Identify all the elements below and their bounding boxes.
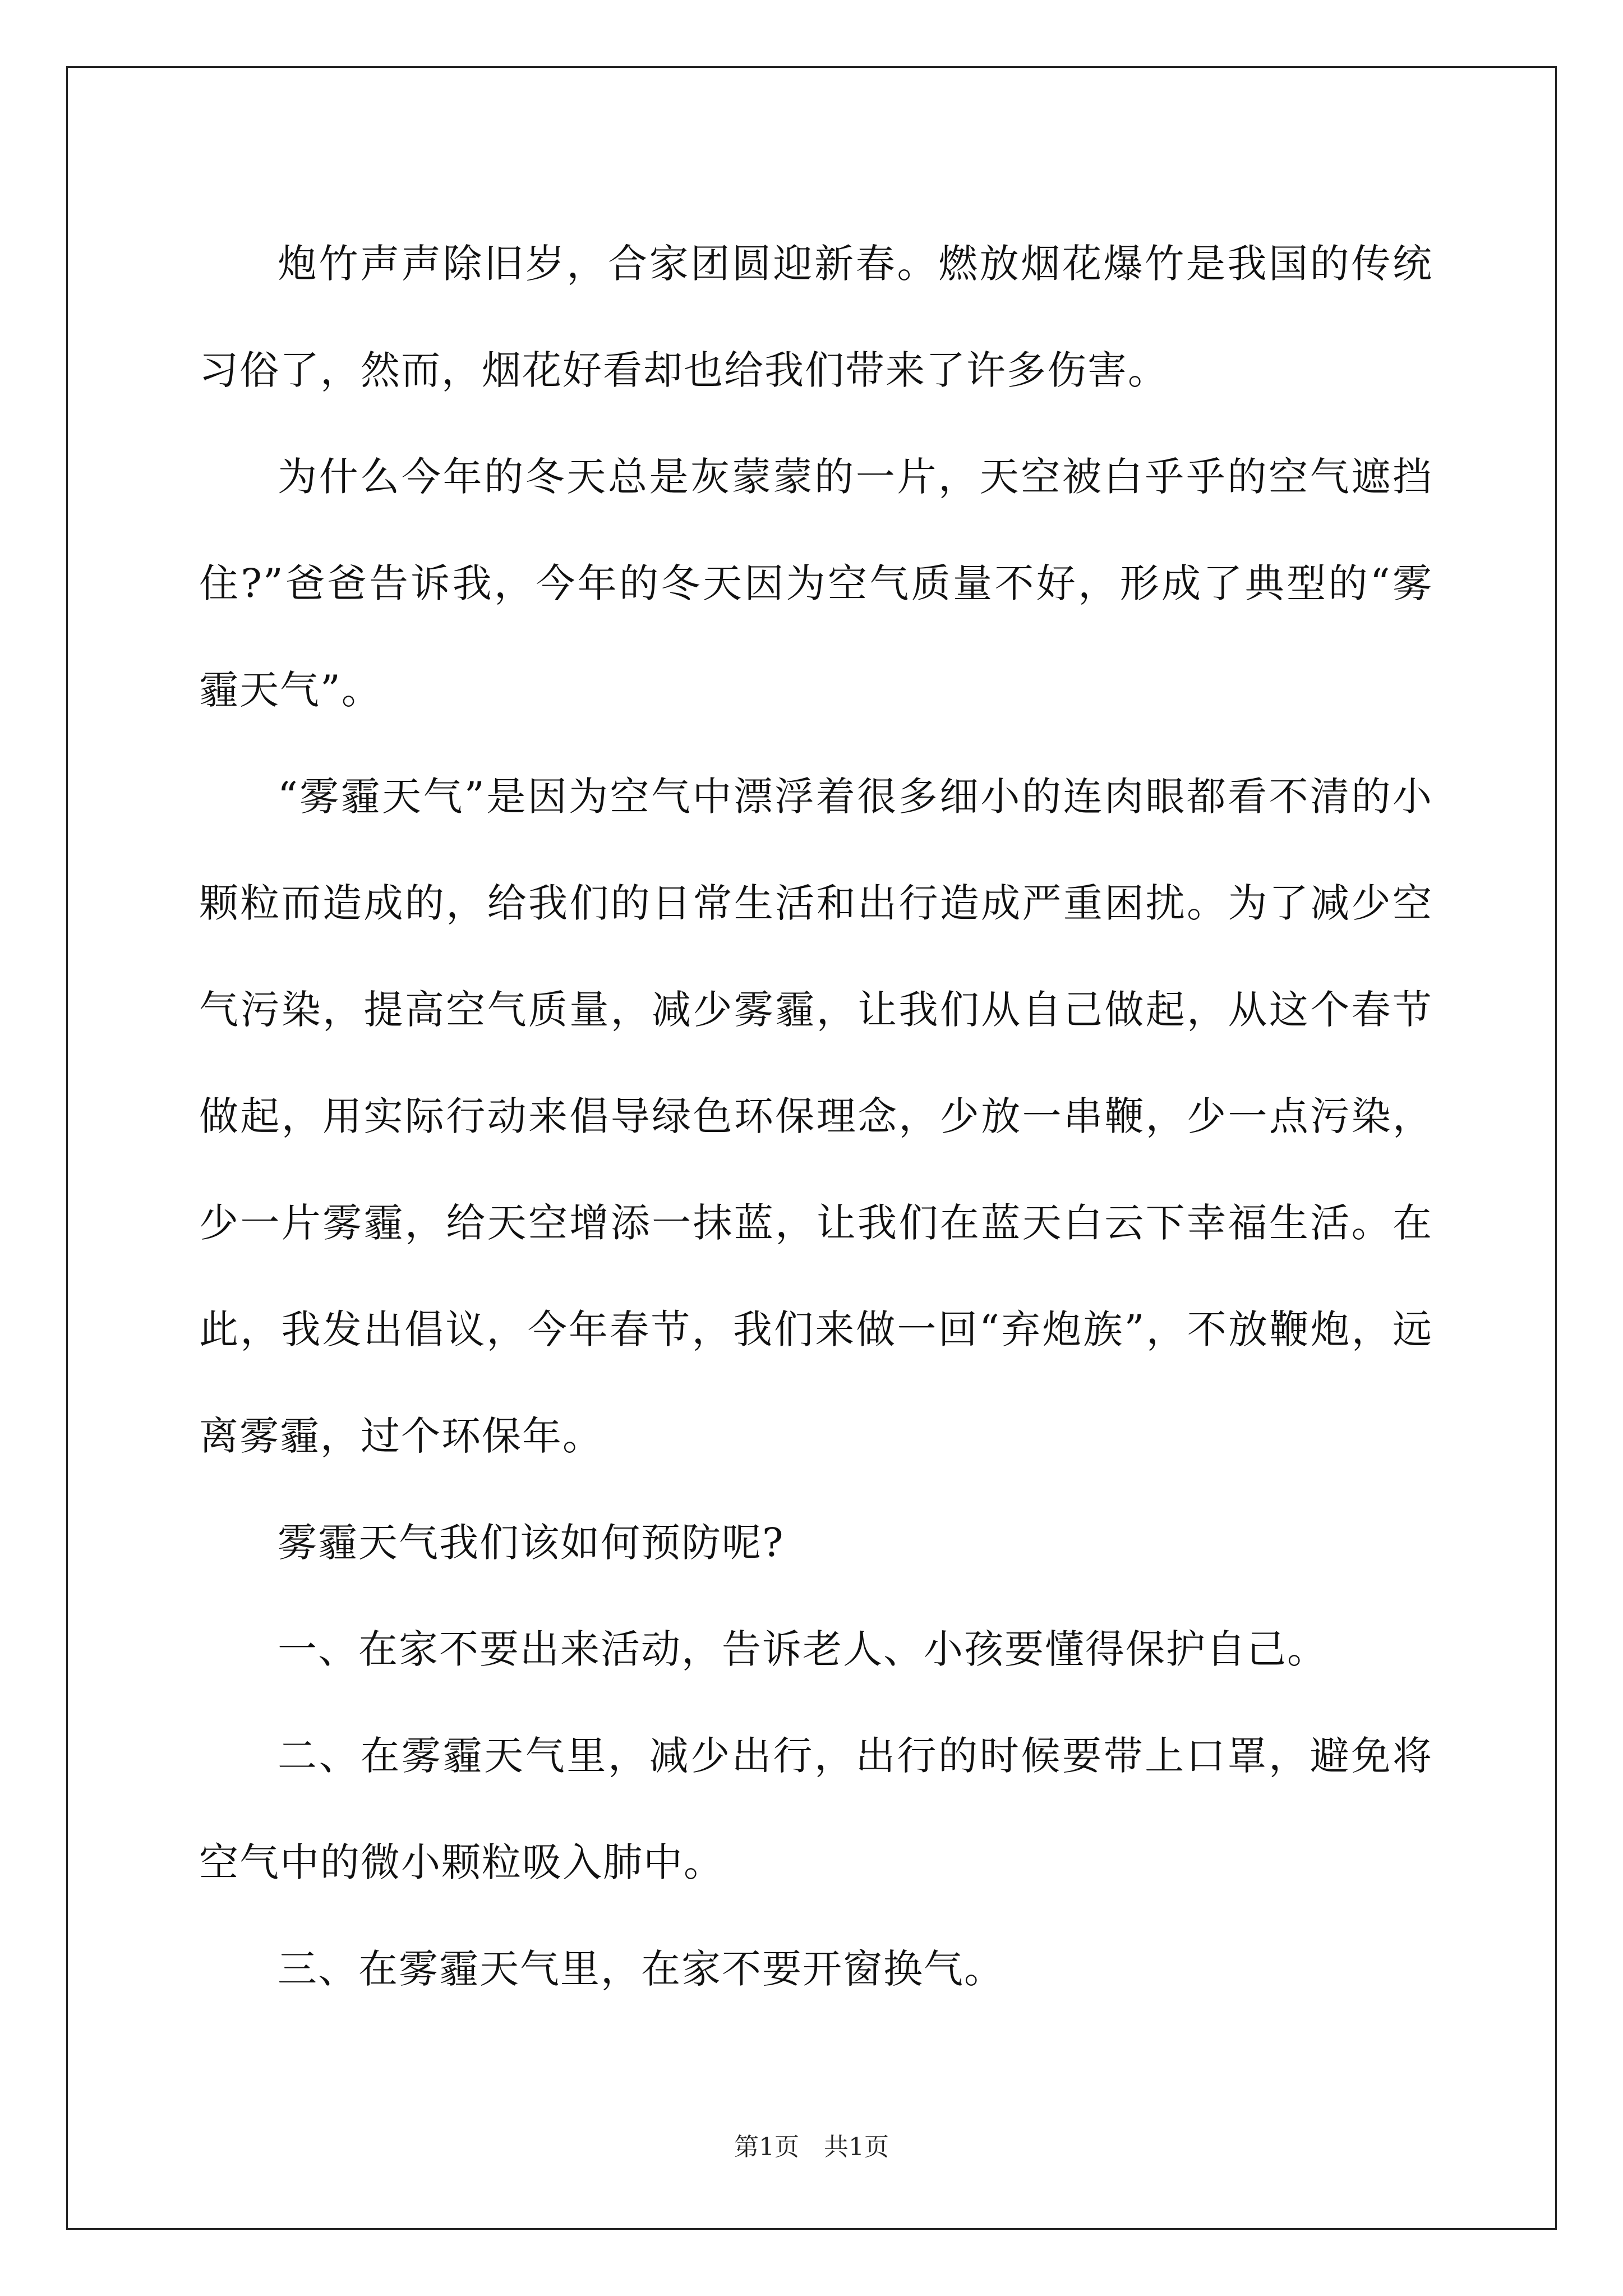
paragraph-1: 炮竹声声除旧岁，合家团圆迎新春。燃放烟花爆竹是我国的传统习俗了，然而，烟花好看却也给我们带来了许多伤害。: [199, 241, 1433, 393]
paragraph-3: “雾霾天气”是因为空气中漂浮着很多细小的连肉眼都看不清的小颗粒而造成的，给我们的日常生活和出行造成严重困扰。为了减少空气污染，提高空气质量，减少雾霾，让我们从自己做起，从这个春节做起，用实际行动来倡导绿色环保理念，少放一串鞭，少一点污染，少一片雾霾，给天空增添一抹蓝，让我们在蓝天白云下幸福生活。在此，我发出倡议，今年春节，我们来做一回“弃炮族”，不放鞭炮，远离雾霾，过个环保年。: [199, 774, 1433, 1459]
document-body: [199, 210, 1433, 2022]
paragraph-4: 雾霾天气我们该如何预防呢?: [278, 1520, 785, 1566]
paragraph-5: 一、在家不要出来活动，告诉老人、小孩要懂得保护自己。: [278, 1626, 1327, 1672]
paragraph-6: 二、在雾霾天气里，减少出行，出行的时候要带上口罩，避免将空气中的微小颗粒吸入肺中。: [199, 1733, 1433, 1885]
paragraph-2: 为什么今年的冬天总是灰蒙蒙的一片，天空被白乎乎的空气遮挡住?”爸爸告诉我，今年的冬天因为空气质量不好，形成了典型的“雾霾天气”。: [199, 454, 1433, 713]
page-footer: 第1页 共1页: [734, 2133, 889, 2161]
paragraph-7: 三、在雾霾天气里，在家不要开窗换气。: [278, 1946, 1004, 1992]
